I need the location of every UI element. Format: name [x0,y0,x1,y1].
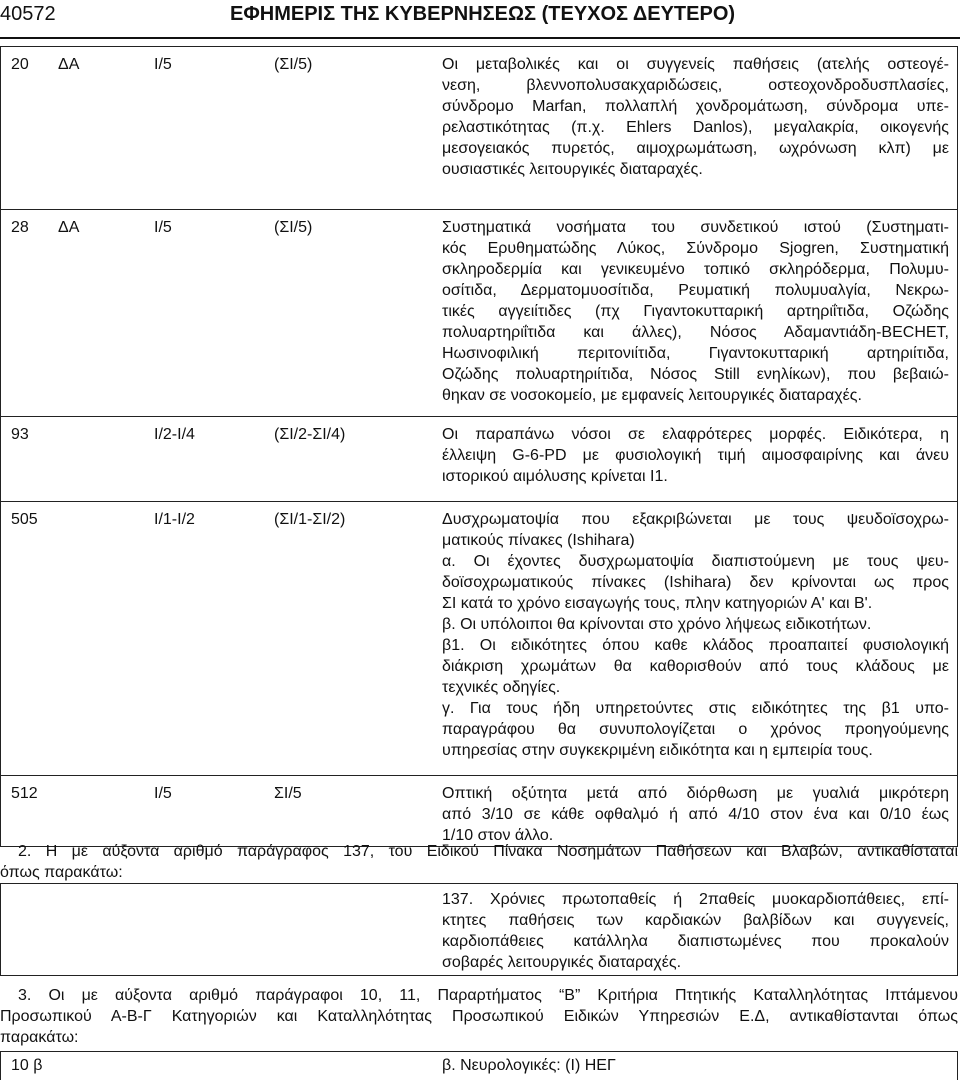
description-line: Δυσχρωματοψία που εξακριβώνεται με τους ψευδοϊσοχρω- [442,511,949,528]
row-description [442,54,949,180]
description-line: Ηωσινοφιλική περιτονιίτιδα, Γιγαντοκυτταρική αρτηριίτιδα, [442,345,949,362]
row-class: (ΣΙ/5) [274,56,313,73]
row-class: (ΣΙ/2-ΣΙ/4) [274,426,346,443]
disease-table [0,46,958,847]
row-description [442,424,949,487]
description-line: δοϊσοχρωματικούς πίνακες (Ishihara) δεν κρίνονται ως προς [442,574,949,591]
paragraph-3 [0,985,958,1048]
amendment-table-10 [0,1051,958,1080]
description-line: τικές αγγειίτιδες (πχ Γιγαντοκυτταρική αρτηριΐτιδα, Οζώδης [442,303,949,320]
amendment-table-137 [0,883,958,976]
description-line: ΣΙ κατά το χρόνο εισαγωγής τους, πλην κατηγοριών Α' και Β'. [442,595,873,612]
row-category: Ι/5 [154,219,172,236]
table-row [1,210,957,417]
description-line: Συστηματικά νοσήματα του συνδετικού ιστού (Συστηματι- [442,219,949,236]
row-code: 10 β [11,1057,43,1074]
description-line: Οζώδης πολυαρτηριίτιδα, Νόσος Still ενηλίκων), που βεβαιώ- [442,366,949,383]
row-description [442,217,949,406]
description-line: ρελαστικότητας (π.χ. Ehlers Danlos), μεγαλακρία, οικογενής [442,119,949,136]
row-description [442,889,949,973]
row-class: ΣΙ/5 [274,785,302,802]
row-class: (ΣΙ/5) [274,219,313,236]
row-group: ΔΑ [58,219,80,236]
table-row [1,884,957,974]
description-line: παραγράφου θα συνυπολογίζεται ο χρόνος προηγούμενης [442,721,949,738]
description-line: κός Ερυθηματώδης Λύκος, Σύνδρομο Sjogren, Συστηματική [442,240,949,257]
page-number: 40572 [0,3,56,25]
row-description: β. Νευρολογικές: (Ι) ΗΕΓ [442,1057,616,1074]
table-row [1,502,957,776]
description-line: Οι μεταβολικές και οι συγγενείς παθήσεις (ατελής οστεογέ- [442,56,949,73]
description-line: Οπτική οξύτητα μετά από διόρθωση με γυαλιά μικρότερη [442,785,949,802]
description-line: 137. Χρόνιες πρωτοπαθείς ή 2παθείς μυοκαρδιοπάθειες, επί- [442,891,949,908]
row-category: Ι/1-Ι/2 [154,511,195,528]
description-line: ιστορικού αιμόλυσης κρίνεται Ι1. [442,468,668,485]
row-description [442,783,949,846]
description-line: κτητες παθήσεις των καρδιακών βαλβίδων και συγγενείς, [442,912,949,929]
table-row [1,47,957,210]
description-line: β1. Οι ειδικότητες όπου καθε κλάδος προαπαιτεί φυσιολογική [442,637,949,654]
header-rule [0,37,960,39]
description-line: νεση, βλεννοπολυσακχαριδώσεις, οστεοχονδροδυσπλασίες, [442,77,949,94]
table-row [1,1052,957,1080]
description-line: οσίτιδα, Δερματομυοσίτιδα, Ρευματική πολυμυαλγία, Νεκρω- [442,282,949,299]
description-line: σύνδρομο Marfan, πολλαπλή χονδρομάτωση, σύνδρομα υπε- [442,98,949,115]
description-line: ουσιαστικές λειτουργικές διαταραχές. [442,161,703,178]
paragraph-2 [0,841,958,883]
paragraph-line: όπως παρακάτω: [0,864,123,881]
description-line: μεσογειακός πυρετός, αιμοχρωμάτωση, ωχρόνωση κλπ) με [442,140,949,157]
description-line: τεχνικές οδηγίες. [442,679,561,696]
row-group: ΔΑ [58,56,80,73]
description-line: α. Οι έχοντες δυσχρωματοψία διαπιστούμενη με τους ψευ- [442,553,949,570]
page-header [0,0,960,32]
description-line: ματικούς πίνακες (Ishihara) [442,532,635,549]
row-category: Ι/2-Ι/4 [154,426,195,443]
row-description [442,509,949,761]
paragraph-line: 2. Η με αύξοντα αριθμό παράγραφος 137, του Ειδικού Πίνακα Νοσημάτων Παθήσεων και Βλαβών, αντικαθίσταται [18,843,958,860]
paragraph-line: παρακάτω: [0,1029,79,1046]
description-line: από 3/10 σε κάθε οφθαλμό ή από 4/10 στον ένα και 0/10 έως [442,806,949,823]
table-row [1,776,957,846]
description-line: σκληροδερμία και γενικευμένο τοπικό σκληρόδερμα, Πολυμυ- [442,261,949,278]
row-code: 93 [11,426,29,443]
row-code: 20 [11,56,29,73]
description-line: θηκαν σε νοσοκομείο, με εμφανείς λειτουργικές διαταραχές. [442,387,862,404]
table-row [1,417,957,502]
description-line: πολυαρτηριΐτιδα και άλλες), Νόσος Αδαμαντιάδη-BECHET, [442,324,949,341]
row-category: Ι/5 [154,56,172,73]
description-line: σοβαρές λειτουργικές διαταραχές. [442,954,682,971]
description-line: διάκριση χρωμάτων θα καθορισθούν από τους κλάδους με [442,658,949,675]
description-line: γ. Για τους ήδη υπηρετούντες στις ειδικότητες της β1 υπο- [442,700,949,717]
row-code: 505 [11,511,38,528]
description-line: έλλειψη G-6-PD με φυσιολογική τιμή αιμοσφαιρίνης και άνευ [442,447,949,464]
row-code: 512 [11,785,38,802]
row-code: 28 [11,219,29,236]
description-line: καρδιοπάθειες κατάλληλα διαπιστωμένες που προκαλούν [442,933,949,950]
row-class: (ΣΙ/1-ΣΙ/2) [274,511,346,528]
description-line: 1/10 στον άλλο. [442,827,554,844]
description-line: β. Οι υπόλοιποι θα κρίνονται στο χρόνο λήψεως ειδικοτήτων. [442,616,872,633]
description-line: Οι παραπάνω νόσοι σε ελαφρότερες μορφές. Ειδικότερα, η [442,426,949,443]
paragraph-line: Προσωπικού Α-Β-Γ Κατηγοριών και Καταλληλότητας Προσωπικού Ειδικών Υπηρεσιών Ε.Δ, αντικαθίστανται όπως [0,1008,958,1025]
paragraph-line: 3. Οι με αύξοντα αριθμό παράγραφοι 10, 11, Παραρτήματος “Β” Κριτήρια Πτητικής Καταλληλότητας Ιπτάμενου [18,987,958,1004]
row-category: Ι/5 [154,785,172,802]
gazette-title: ΕΦΗΜΕΡΙΣ ΤΗΣ ΚΥΒΕΡΝΗΣΕΩΣ (ΤΕΥΧΟΣ ΔΕΥΤΕΡΟ) [230,3,736,25]
description-line: υπηρεσίας στην συγκεκριμένη ειδικότητα και η εμπειρία τους. [442,742,873,759]
